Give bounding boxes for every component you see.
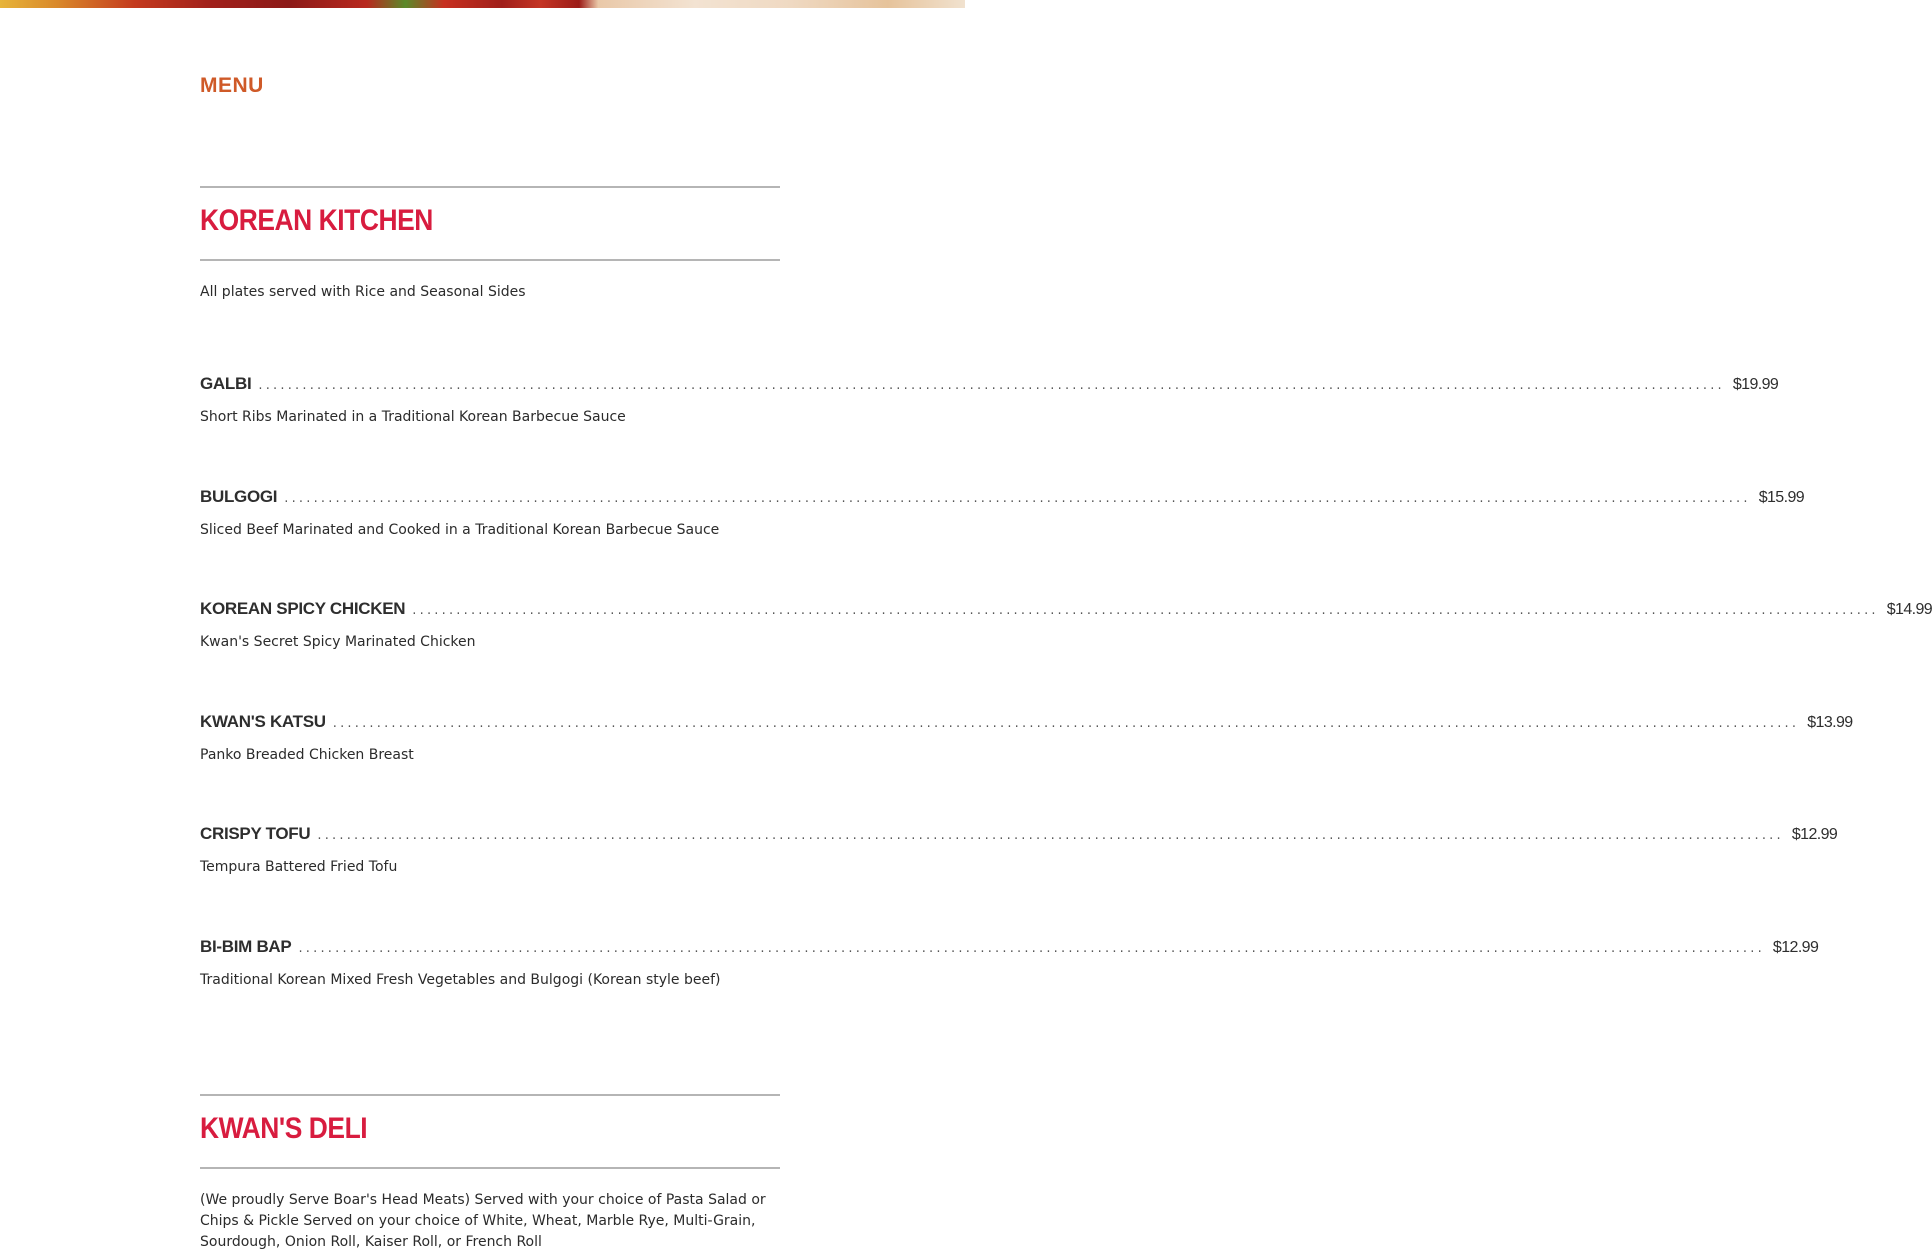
section-divider-top — [200, 1094, 780, 1096]
item-price: $15.99 — [1758, 489, 1805, 506]
section-divider-top — [200, 186, 780, 188]
item-description: Kwan's Secret Spicy Marinated Chicken — [200, 634, 476, 650]
menu-item — [200, 374, 1779, 425]
item-price: $13.99 — [1807, 714, 1853, 731]
section-divider-bottom — [200, 259, 780, 261]
item-price: $12.99 — [1791, 826, 1838, 843]
item-description: Panko Breaded Chicken Breast — [200, 747, 414, 763]
hero-image-strip — [0, 0, 965, 8]
item-description: Traditional Korean Mixed Fresh Vegetables and Bulgogi (Korean style beef) — [200, 972, 721, 988]
dot-leader: ........................................................................................................................................................................................................ — [284, 491, 1751, 506]
item-price: $19.99 — [1732, 376, 1779, 393]
section-title: KWAN'S DELI — [200, 1112, 368, 1145]
dot-leader: ........................................................................................................................................................................................................ — [332, 716, 1800, 731]
item-name: BULGOGI — [200, 487, 278, 506]
dot-leader: ........................................................................................................................................................................................................ — [412, 603, 1879, 618]
menu-item — [200, 712, 1853, 763]
item-price: $14.99 — [1886, 601, 1932, 618]
item-name: KOREAN SPICY CHICKEN — [200, 599, 406, 618]
section-divider-bottom — [200, 1167, 780, 1169]
page-title: MENU — [200, 74, 264, 97]
item-description: Short Ribs Marinated in a Traditional Korean Barbecue Sauce — [200, 409, 626, 425]
dot-leader: ........................................................................................................................................................................................................ — [298, 941, 1765, 956]
menu-item — [200, 487, 1805, 538]
menu-item — [200, 937, 1819, 988]
item-name: BI-BIM BAP — [200, 937, 292, 956]
item-price: $12.99 — [1772, 939, 1819, 956]
item-name: GALBI — [200, 374, 252, 393]
dot-leader: ........................................................................................................................................................................................................ — [258, 378, 1725, 393]
menu-item — [200, 824, 1838, 875]
section-note: All plates served with Rice and Seasonal Sides — [200, 284, 526, 300]
section-title: KOREAN KITCHEN — [200, 204, 433, 237]
menu-item — [200, 599, 1932, 650]
item-description: Tempura Battered Fried Tofu — [200, 859, 398, 875]
item-description: Sliced Beef Marinated and Cooked in a Traditional Korean Barbecue Sauce — [200, 522, 720, 538]
section-note: (We proudly Serve Boar's Head Meats) Served with your choice of Pasta Salad or Chips & Pickle Served on your choice of White, Wheat, Marble Rye, Multi-Grain, Sourdough, Onion Roll, Kaiser Roll, or French Roll — [200, 1192, 766, 1250]
item-name: CRISPY TOFU — [200, 824, 311, 843]
dot-leader: ........................................................................................................................................................................................................ — [317, 828, 1784, 843]
item-name: KWAN'S KATSU — [200, 712, 326, 731]
